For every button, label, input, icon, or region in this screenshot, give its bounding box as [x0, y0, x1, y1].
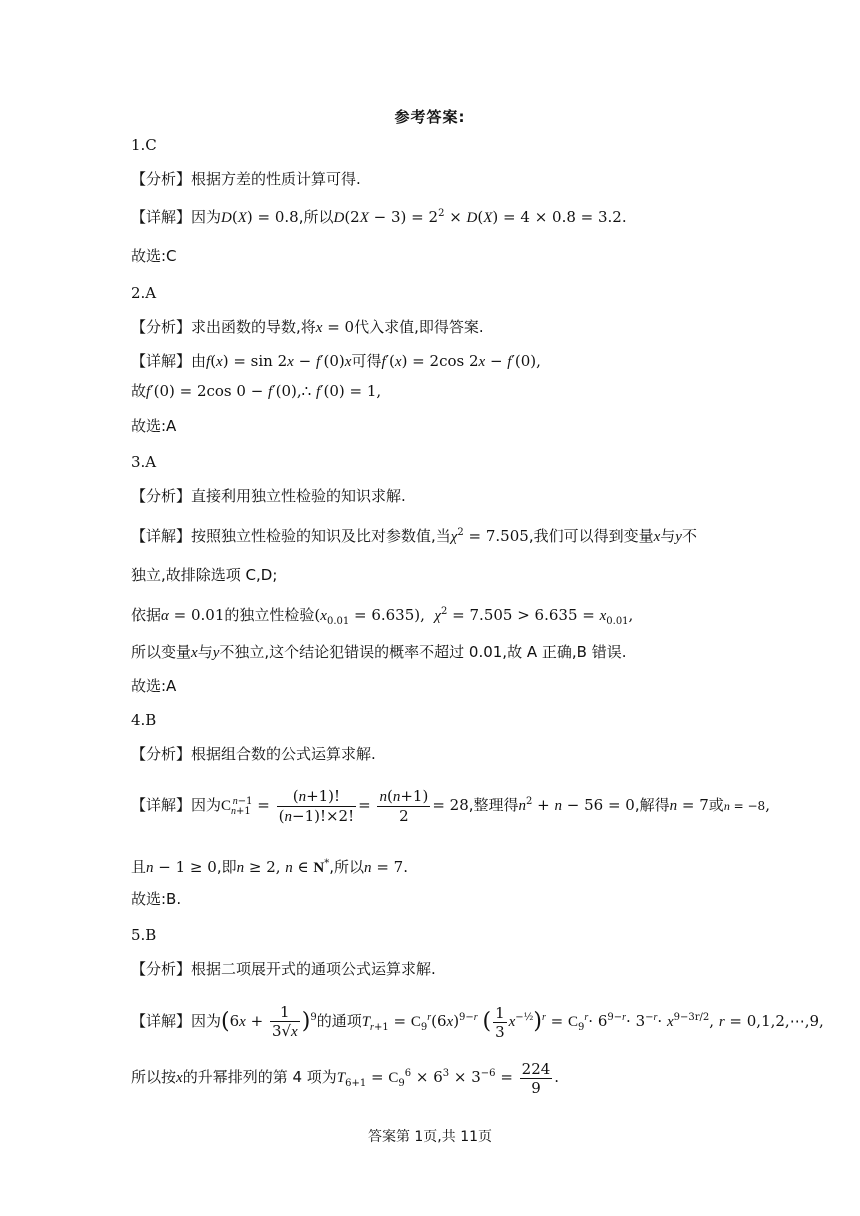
- q1-detail: 【详解】因为D(X) = 0.8,所以$D(2X - 3) = 2^2 \times D(X) = 4 \times 0.8 = 3.2$.: [131, 208, 627, 226]
- q2-choice: 故选:A: [131, 417, 177, 435]
- q3-line4: 所以变量x与y不独立,这个结论犯错误的概率不超过 0.01,故 A 正确,B 错误.: [131, 643, 627, 661]
- q4-line2: 且n − 1 ≥ 0,即n ≥ 2, n ∈ N*,所以n = 7.: [131, 858, 408, 876]
- q4-number: 4.B: [131, 711, 157, 729]
- q5-analysis: 【分析】根据二项展开式的通项公式运算求解.: [131, 960, 436, 978]
- q3-number: 3.A: [131, 453, 157, 471]
- q5-number: 5.B: [131, 926, 157, 944]
- q3-detail: 【详解】按照独立性检验的知识及比对参数值,当$\chi^2 = 7.505$,我们可以得到变量x与y不: [131, 527, 697, 545]
- q2-line2: 故f′(0) = 2cos 0 − f′(0),∴ f′(0) = 1,: [131, 382, 382, 400]
- q5-detail: 【详解】因为(6x + $\frac{1}{3√x}$ )$^9$的通项$T_{r+1} = C_9^r(6x)^{9-r}$ ( $\frac{1}{3}$ $x^{-\frac{1}{2}})^r = C_9^r\cdot 6^{9-r}\cdot 3^{-r}\cdot x^{9-3r/2}$, r = 0,1,2,⋯,9,: [131, 1003, 824, 1041]
- q2-number: 2.A: [131, 284, 157, 302]
- page-footer: 答案第 1页,共 11页: [367, 1129, 493, 1145]
- q3-line3: 依据α = 0.01的独立性检验$(x_{0.01} = 6.635)$, $\chi^2 = 7.505 > 6.635 = x_{0.01}$,: [131, 606, 634, 627]
- q1-choice: 故选:C: [131, 247, 177, 265]
- q5-line2: 所以按x的升幂排列的第 4 项为$T_{6+1} = C_9^6 \times 6^3 \times 3^{-6}$ = $\frac{224}{9}$ .: [131, 1059, 560, 1097]
- q2-analysis: 【分析】求出函数的导数,将x = 0代入求值,即得答案.: [131, 318, 484, 336]
- q1-analysis: 【分析】根据方差的性质计算可得.: [131, 170, 361, 188]
- q2-detail: 【详解】由f(x) = sin 2x − f′(0)x可得f′(x) = 2cos 2x − f′(0),: [131, 352, 541, 370]
- q1-number: 1.C: [131, 136, 157, 154]
- q4-analysis: 【分析】根据组合数的公式运算求解.: [131, 745, 376, 763]
- q3-line2: 独立,故排除选项 C,D;: [131, 566, 278, 584]
- q4-choice: 故选:B.: [131, 890, 182, 908]
- q3-choice: 故选:A: [131, 677, 177, 695]
- page-title: 参考答案:: [394, 108, 466, 126]
- q4-detail: 【详解】因为$C_{n+1}^{n-1}$ = $\frac{(n+1)!}{(n-1)!\times 2!}$ = $\frac{n(n+1)}{2}$ = 28,整理得$n^2 + n - 56 = 0$,解得n = 7或n = −8,: [131, 786, 770, 825]
- q3-analysis: 【分析】直接利用独立性检验的知识求解.: [131, 487, 406, 505]
